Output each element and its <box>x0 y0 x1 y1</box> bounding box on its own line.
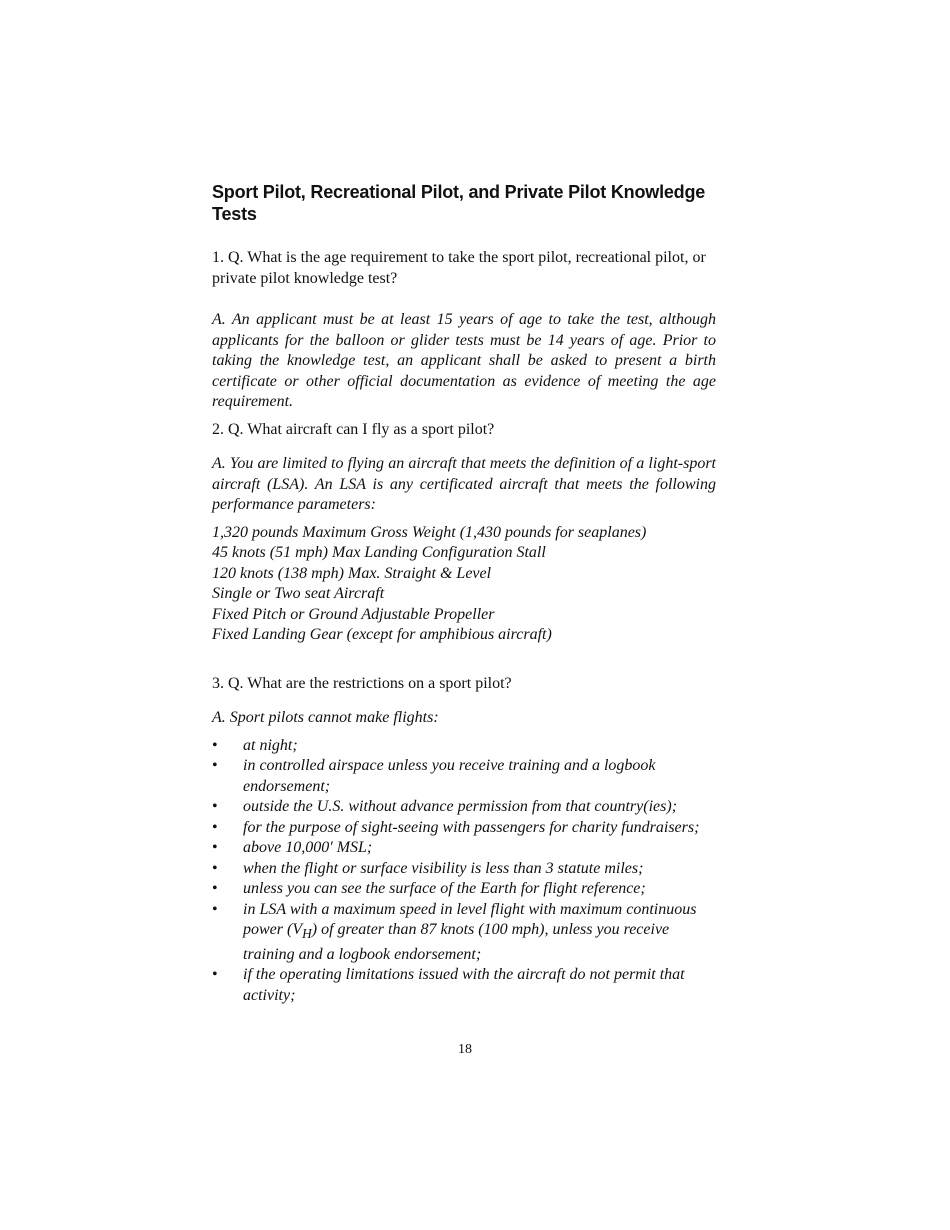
question-3: 3. Q. What are the restrictions on a sport pilot? <box>212 674 512 692</box>
lsa-parameter: 120 knots (138 mph) Max. Straight & Level <box>212 564 492 582</box>
answer-2: A. You are limited to flying an aircraft that meets the definition of a light-sport aircraft (LSA). An LSA is any certificated aircraft that meets the following performance parameters: <box>212 455 716 513</box>
restrictions-list <box>212 736 716 1007</box>
restriction-text: outside the U.S. without advance permission from that country(ies); <box>243 798 678 815</box>
page-number: 18 <box>458 1042 472 1057</box>
lsa-parameter: Fixed Landing Gear (except for amphibious aircraft) <box>212 626 552 643</box>
lsa-parameters-list <box>212 523 716 646</box>
restriction-item <box>212 879 716 900</box>
answer-1: A. An applicant must be at least 15 years of age to take the test, although applicants for the balloon or glider tests must be 14 years of age. Prior to taking the knowledge test, an applicant shall be asked to present a birth certificate or other official documentation as evidence of meeting the age requirement. <box>212 311 716 410</box>
restriction-item <box>212 900 716 966</box>
bullet-icon: • <box>212 859 218 877</box>
restriction-text-part: ) of greater than 87 knots (100 mph), unless you receive training and a logbook endorsement; <box>243 921 670 963</box>
question-1: 1. Q. What is the age requirement to take the sport pilot, recreational pilot, or private pilot knowledge test? <box>212 249 706 287</box>
restriction-item <box>212 818 716 839</box>
restriction-item <box>212 859 716 880</box>
page-content <box>212 181 716 1006</box>
restriction-item <box>212 797 716 818</box>
bullet-icon: • <box>212 798 218 815</box>
restriction-text: above 10,000′ MSL; <box>243 839 373 856</box>
restriction-text: if the operating limitations issued with the aircraft do not permit that activity; <box>243 966 685 1004</box>
restriction-text: unless you can see the surface of the Earth for flight reference; <box>243 880 646 897</box>
lsa-parameter: Fixed Pitch or Ground Adjustable Propeller <box>212 605 495 623</box>
bullet-icon: • <box>212 966 218 984</box>
restriction-text: when the flight or surface visibility is less than 3 statute miles; <box>243 859 644 877</box>
question-2: 2. Q. What aircraft can I fly as a sport pilot? <box>212 420 495 438</box>
lsa-parameter: 1,320 pounds Maximum Gross Weight (1,430 pounds for seaplanes) <box>212 523 647 541</box>
restriction-text <box>243 901 696 963</box>
bullet-icon: • <box>212 900 218 918</box>
lsa-parameter: 45 knots (51 mph) Max Landing Configuration Stall <box>212 544 546 561</box>
restriction-item <box>212 736 716 757</box>
restriction-text: in controlled airspace unless you receive training and a logbook endorsement; <box>243 757 656 795</box>
restriction-text: at night; <box>243 736 298 754</box>
restriction-item <box>212 756 716 797</box>
restriction-text: for the purpose of sight-seeing with passengers for charity fundraisers; <box>243 818 700 836</box>
restriction-text-part: in LSA with a maximum speed in level flight with maximum continuous power (V <box>243 900 697 938</box>
bullet-icon: • <box>212 818 218 836</box>
lsa-parameter: Single or Two seat Aircraft <box>212 585 385 602</box>
restriction-item <box>212 965 716 1006</box>
vh-subscript: H <box>302 926 312 942</box>
answer-3-intro: A. Sport pilots cannot make flights: <box>212 709 439 726</box>
bullet-icon: • <box>212 736 218 754</box>
bullet-icon: • <box>212 880 218 897</box>
bullet-icon: • <box>212 839 218 856</box>
section-heading: Sport Pilot, Recreational Pilot, and Private Pilot Knowledge Tests <box>212 182 706 224</box>
bullet-icon: • <box>212 757 218 774</box>
restriction-item <box>212 838 716 859</box>
